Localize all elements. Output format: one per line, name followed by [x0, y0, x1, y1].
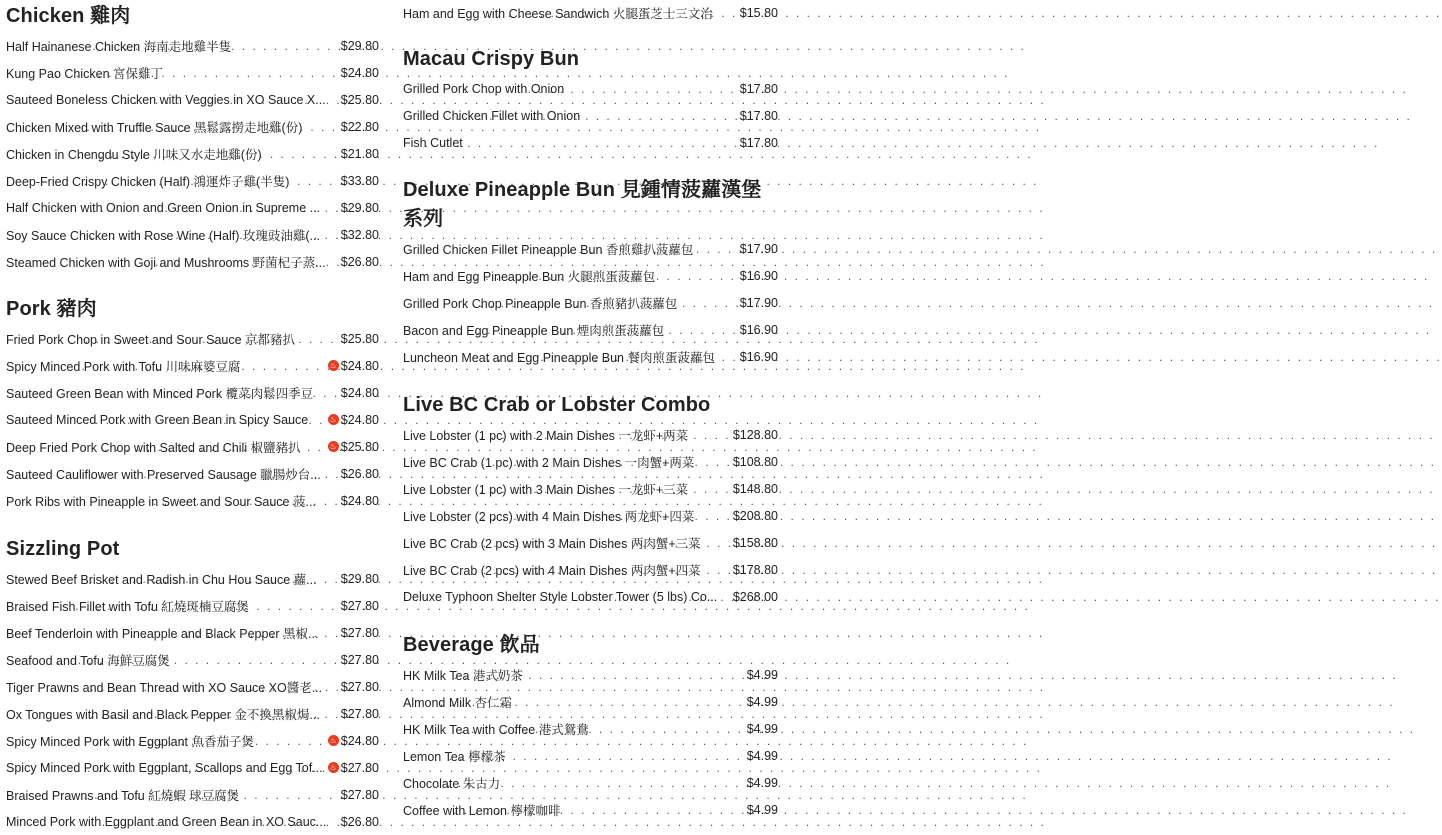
leader-dots — [91, 93, 339, 107]
item-price: $29.80 — [340, 38, 379, 53]
item-list — [6, 565, 379, 835]
menu-item[interactable] — [403, 235, 778, 262]
item-name: Chocolate 朱古力 — [403, 776, 501, 791]
item-name: Bacon and Egg Pineapple Bun 煙肉煎蛋菠蘿包 — [403, 323, 665, 338]
menu-item[interactable] — [6, 487, 379, 514]
leader-dots — [89, 572, 339, 586]
item-price: $16.90 — [739, 349, 778, 364]
item-name: Live Lobster (1 pc) with 3 Main Dishes 一龙虾+三菜 — [403, 482, 689, 497]
item-name: Sauteed Cauliflower with Preserved Sausage 臘腸炒台... — [6, 467, 321, 482]
section-pork — [6, 295, 379, 514]
leader-dots — [438, 749, 745, 763]
leader-dots — [476, 323, 737, 337]
leader-dots — [475, 269, 738, 283]
menu-item[interactable] — [403, 316, 778, 343]
leader-dots — [480, 428, 731, 442]
item-list — [403, 235, 778, 370]
leader-dots — [481, 509, 731, 523]
item-name: Half Hainanese Chicken 海南走地雞半隻 — [6, 39, 232, 54]
leader-dots — [482, 536, 730, 550]
item-name: Live BC Crab (2 pcs) with 4 Main Dishes 两肉蟹+四菜 — [403, 563, 701, 578]
item-name: Seafood and Tofu 海鮮豆腐煲 — [6, 653, 170, 668]
item-name: Live Lobster (2 pcs) with 4 Main Dishes 两龙虾+四菜 — [403, 509, 695, 524]
menu-item[interactable] — [6, 194, 379, 221]
item-price: $4.99 — [746, 802, 778, 817]
item-price: $108.80 — [732, 454, 778, 469]
menu-item[interactable] — [6, 325, 379, 352]
leader-dots — [71, 39, 339, 53]
item-price: $178.80 — [732, 562, 778, 577]
item-name: Braised Prawns and Tofu 紅燒蝦 球豆腐煲 — [6, 788, 240, 803]
leader-dots — [482, 563, 730, 577]
menu-item[interactable] — [6, 86, 379, 113]
menu-item[interactable] — [6, 32, 379, 59]
leader-dots — [487, 6, 738, 20]
menu-item[interactable] — [403, 421, 778, 448]
item-price: $17.80 — [739, 135, 778, 150]
leader-dots — [84, 413, 325, 427]
menu-item[interactable] — [403, 129, 778, 156]
menu-item[interactable] — [403, 688, 778, 715]
item-list — [6, 325, 379, 514]
menu-item[interactable] — [6, 140, 379, 167]
leader-dots — [90, 707, 339, 721]
item-name: Spicy Minced Pork with Tofu 川味麻婆豆腐 — [6, 359, 241, 374]
menu-item[interactable] — [6, 221, 379, 248]
menu-item[interactable] — [403, 0, 778, 26]
right-column — [403, 0, 778, 823]
menu-item[interactable] — [6, 59, 379, 86]
left-column — [6, 2, 379, 835]
menu-item[interactable] — [6, 433, 379, 460]
leader-dots — [87, 761, 326, 775]
item-name: Steamed Chicken with Goji and Mushrooms 野菌杞子蒸... — [6, 255, 326, 270]
menu-item[interactable] — [6, 808, 379, 835]
menu-item[interactable] — [403, 661, 778, 688]
leader-dots — [88, 386, 338, 400]
menu-item[interactable] — [403, 529, 778, 556]
item-name: Ham and Egg Pineapple Bun 火腿煎蛋菠蘿包 — [403, 269, 656, 284]
menu-item[interactable] — [6, 113, 379, 140]
leader-dots — [73, 788, 339, 802]
item-name: HK Milk Tea with Coffee 港式鴛鴦 — [403, 722, 589, 737]
menu-item[interactable] — [403, 343, 778, 370]
item-name: Minced Pork with Eggplant and Green Bean in XO Sauc... — [6, 814, 327, 829]
item-name: Stewed Beef Brisket and Radish in Chu Hou Sauce 蘿... — [6, 572, 317, 587]
leader-dots — [460, 722, 744, 736]
item-name: Half Chicken with Onion and Green Onion in Supreme ... — [6, 200, 321, 215]
leader-dots — [483, 242, 738, 256]
item-price: $25.80 — [340, 439, 379, 454]
section-title: Chicken 雞肉 — [6, 5, 131, 27]
section-title: Deluxe Pineapple Bun 見鍾情菠蘿漢堡系列 — [403, 179, 762, 230]
item-price: $4.99 — [746, 748, 778, 763]
item-price: $158.80 — [732, 535, 778, 550]
leader-dots — [440, 695, 745, 709]
item-price: $24.80 — [340, 733, 379, 748]
section-title: Pork 豬肉 — [6, 298, 97, 320]
leader-dots — [90, 228, 339, 242]
item-price: $33.80 — [340, 173, 379, 188]
menu-item[interactable] — [403, 289, 778, 316]
leader-dots — [443, 668, 745, 682]
item-price: $17.90 — [739, 295, 778, 310]
menu-item[interactable] — [403, 583, 778, 610]
item-name: Grilled Pork Chop with Onion — [403, 81, 565, 96]
item-name: Grilled Chicken Fillet with Onion — [403, 108, 581, 123]
menu-item[interactable] — [6, 379, 379, 406]
item-price: $17.90 — [739, 241, 778, 256]
item-price: $4.99 — [746, 721, 778, 736]
menu-item[interactable] — [6, 248, 379, 275]
chili-icon: ♨ — [329, 763, 337, 772]
item-price: $29.80 — [340, 200, 379, 215]
menu-item[interactable] — [403, 475, 778, 502]
item-price: $26.80 — [340, 814, 379, 829]
item-price: $16.90 — [739, 268, 778, 283]
item-name: Coffee with Lemon 檸檬咖啡 — [403, 803, 561, 818]
item-price: $22.80 — [340, 119, 379, 134]
item-name: Spicy Minced Pork with Eggplant 魚香茄子煲 — [6, 734, 255, 749]
item-price: $24.80 — [340, 358, 379, 373]
item-price: $27.80 — [340, 625, 379, 640]
menu-item[interactable] — [6, 727, 379, 754]
item-name: Deep-Fried Crispy Chicken (Half) 鴻運炸子雞(半隻) — [6, 174, 290, 189]
item-name: Ham and Egg with Cheese Sandwich 火腿蛋芝士三文治 — [403, 6, 713, 21]
leader-dots — [55, 66, 339, 80]
leader-dots — [56, 653, 338, 667]
leader-dots — [453, 82, 738, 96]
item-name: Deluxe Typhoon Shelter Style Lobster Tower (5 lbs) Co... — [403, 589, 718, 604]
item-list — [6, 32, 379, 275]
leader-dots — [75, 599, 339, 613]
leader-dots — [90, 626, 339, 640]
item-name: Braised Fish Fillet with Tofu 紅燒斑楠豆腐煲 — [6, 599, 249, 614]
leader-dots — [425, 136, 738, 150]
menu-item[interactable] — [403, 715, 778, 742]
item-price: $208.80 — [732, 508, 778, 523]
item-list — [403, 661, 778, 823]
leader-dots — [89, 494, 339, 508]
chili-icon: ♨ — [329, 361, 337, 370]
item-name: Pork Ribs with Pineapple in Sweet and Sour Sauce 菠... — [6, 494, 316, 509]
menu-item[interactable] — [6, 700, 379, 727]
item-price: $27.80 — [340, 706, 379, 721]
section-beverage — [403, 631, 778, 823]
leader-dots — [487, 350, 738, 364]
leader-dots — [486, 590, 731, 604]
leader-dots — [78, 147, 339, 161]
item-name: Spicy Minced Pork with Eggplant, Scallops and Egg Tof... — [6, 760, 323, 775]
item-name: Grilled Chicken Fillet Pineapple Bun 香煎雞扒菠蘿包 — [403, 242, 694, 257]
menu-item[interactable] — [6, 352, 379, 379]
section-title: Sizzling Pot — [6, 538, 120, 560]
item-price: $27.80 — [340, 598, 379, 613]
leader-dots — [71, 359, 326, 373]
item-name: Kung Pao Chicken 宮保雞丁 — [6, 66, 164, 81]
item-name: Tiger Prawns and Bean Thread with XO Sauce XO醬老... — [6, 680, 323, 695]
menu-item[interactable] — [6, 167, 379, 194]
item-price: $29.80 — [340, 571, 379, 586]
item-price: $15.80 — [739, 5, 778, 20]
menu-item[interactable] — [403, 502, 778, 529]
section-title: Macau Crispy Bun — [403, 48, 580, 70]
section-macau-crispy-bun — [403, 45, 778, 156]
menu-item[interactable] — [403, 448, 778, 475]
leader-dots — [90, 680, 338, 694]
menu-item[interactable] — [403, 769, 778, 796]
item-name: HK Milk Tea 港式奶茶 — [403, 668, 523, 683]
item-name: Sauteed Green Bean with Minced Pork 欖菜肉鬆四季豆 — [6, 386, 314, 401]
item-name: Beef Tenderloin with Pineapple and Black Pepper 黑椒... — [6, 626, 319, 641]
item-price: $4.99 — [746, 667, 778, 682]
item-price: $268.00 — [732, 589, 778, 604]
item-name: Fish Cutlet — [403, 135, 463, 150]
menu-item[interactable] — [6, 460, 379, 487]
leader-dots — [479, 296, 737, 310]
item-name: Live Lobster (1 pc) with 2 Main Dishes 一龙虾+两菜 — [403, 428, 689, 443]
item-price: $26.80 — [340, 254, 379, 269]
item-price: $24.80 — [340, 493, 379, 508]
item-price: $24.80 — [340, 65, 379, 80]
leader-dots — [84, 174, 339, 188]
menu-item[interactable] — [403, 796, 778, 823]
item-name: Lemon Tea 檸檬茶 — [403, 749, 506, 764]
leader-dots — [83, 440, 326, 454]
item-price: $24.80 — [340, 412, 379, 427]
item-price: $25.80 — [340, 92, 379, 107]
leader-dots — [453, 803, 745, 817]
leader-dots — [85, 332, 339, 346]
item-price: $4.99 — [746, 694, 778, 709]
leader-dots — [91, 815, 339, 829]
section-chicken — [6, 2, 379, 275]
leader-dots — [90, 201, 339, 215]
item-name: Chicken Mixed with Truffle Sauce 黑鬆露撈走地雞(份) — [6, 120, 303, 135]
chili-icon: ♨ — [329, 415, 337, 424]
item-price: $27.80 — [340, 787, 379, 802]
item-name: Ox Tongues with Basil and Black Pepper 金不換黑椒焗... — [6, 707, 320, 722]
item-price: $27.80 — [340, 652, 379, 667]
item-name: Grilled Pork Chop Pineapple Bun 香煎豬扒菠蘿包 — [403, 296, 678, 311]
section-title: Live BC Crab or Lobster Combo — [403, 394, 711, 416]
leader-dots — [457, 109, 738, 123]
leader-dots — [74, 734, 326, 748]
item-name: Live BC Crab (1 pc) with 2 Main Dishes 一肉蟹+两菜 — [403, 455, 695, 470]
section-title: Beverage 飲品 — [403, 634, 540, 656]
item-price: $17.80 — [739, 108, 778, 123]
item-price: $27.80 — [340, 679, 379, 694]
menu-item[interactable] — [6, 565, 379, 592]
menu-item[interactable] — [6, 754, 379, 781]
item-price: $16.90 — [739, 322, 778, 337]
chili-icon: ♨ — [329, 442, 337, 451]
leader-dots — [91, 255, 339, 269]
item-price: $25.80 — [340, 331, 379, 346]
item-price: $27.80 — [340, 760, 379, 775]
item-price: $21.80 — [340, 146, 379, 161]
item-price: $4.99 — [746, 775, 778, 790]
item-name: Fried Pork Chop in Sweet and Sour Sauce 京都豬扒 — [6, 332, 296, 347]
item-list — [403, 421, 778, 610]
menu-item[interactable] — [6, 781, 379, 808]
section-deluxe-pineapple-bun — [403, 176, 778, 370]
menu-item[interactable] — [6, 592, 379, 619]
item-price: $148.80 — [732, 481, 778, 496]
menu-item[interactable] — [6, 673, 379, 700]
chili-icon: ♨ — [329, 736, 337, 745]
item-name: Chicken in Chengdu Style 川味又水走地雞(份) — [6, 147, 262, 162]
leader-dots — [480, 482, 731, 496]
item-name: Sauteed Boneless Chicken with Veggies in XO Sauce X... — [6, 92, 326, 107]
item-price: $32.80 — [340, 227, 379, 242]
leader-dots — [436, 776, 744, 790]
item-price: $24.80 — [340, 385, 379, 400]
section-sizzling-pot — [6, 535, 379, 835]
menu-item[interactable] — [403, 262, 778, 289]
item-name: Soy Sauce Chicken with Rose Wine (Half) 玫瑰豉油雞(... — [6, 228, 320, 243]
leader-dots — [90, 467, 339, 481]
item-name: Almond Milk 杏仁霜 — [403, 695, 513, 710]
leader-dots — [481, 455, 731, 469]
item-price: $26.80 — [340, 466, 379, 481]
section-crab-lobster-combo — [403, 391, 778, 610]
item-price: $17.80 — [739, 81, 778, 96]
leader-dots — [86, 120, 338, 134]
menu-item[interactable] — [403, 75, 778, 102]
menu-item[interactable] — [6, 406, 379, 433]
item-name: Luncheon Meat and Egg Pineapple Bun 餐肉煎蛋菠蘿包 — [403, 350, 715, 365]
menu-item[interactable] — [6, 646, 379, 673]
item-price: $128.80 — [732, 427, 778, 442]
menu-item[interactable] — [403, 556, 778, 583]
item-name: Sauteed Minced Pork with Green Bean in Spicy Sauce — [6, 412, 309, 427]
item-name: Live BC Crab (2 pcs) with 3 Main Dishes 两肉蟹+三菜 — [403, 536, 701, 551]
menu-item[interactable] — [6, 619, 379, 646]
item-name: Deep Fried Pork Chop with Salted and Chili 椒鹽豬扒 — [6, 440, 301, 455]
item-list — [403, 75, 778, 156]
menu-item[interactable] — [403, 742, 778, 769]
menu-item[interactable] — [403, 102, 778, 129]
